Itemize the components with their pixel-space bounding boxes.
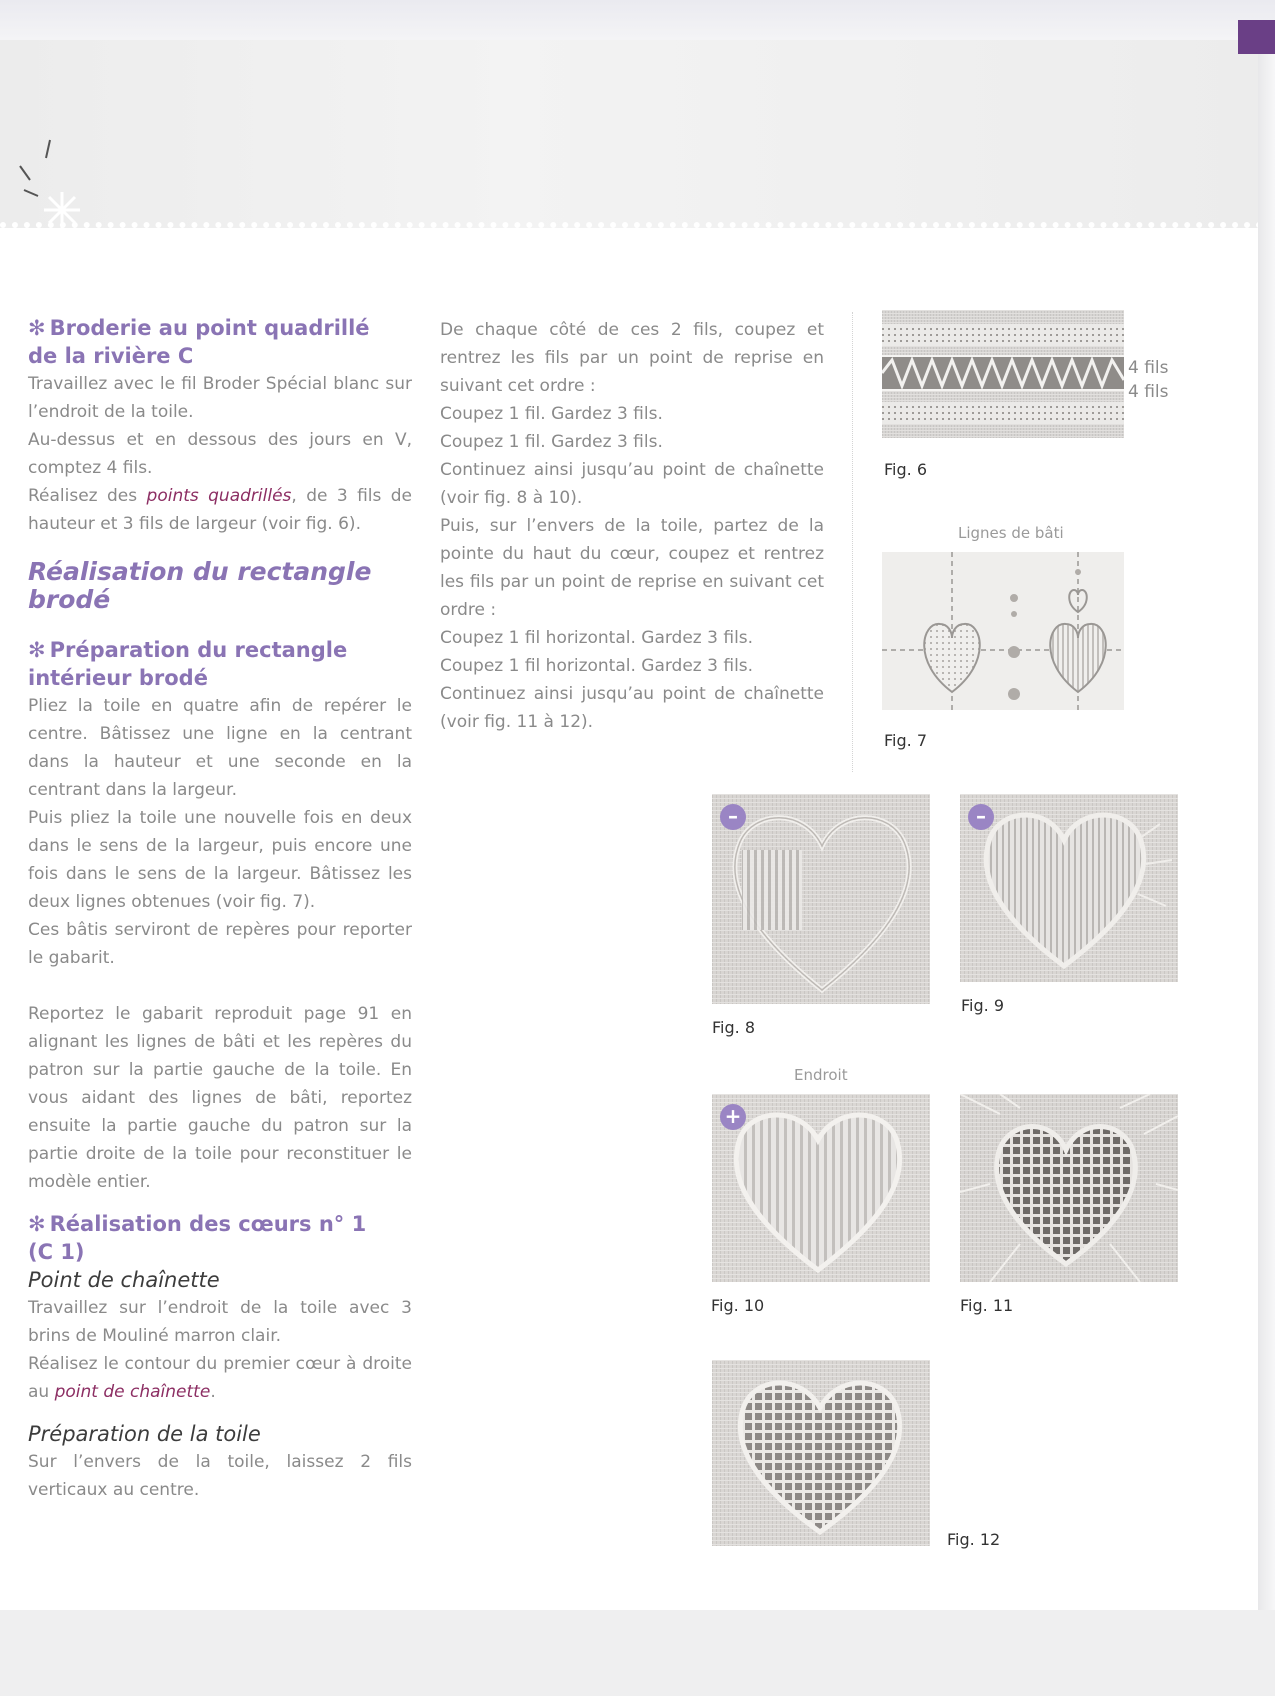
page-top-band xyxy=(0,0,1275,40)
fig10-annotation: Endroit xyxy=(794,1066,848,1084)
heading-broderie xyxy=(28,314,412,370)
heading-coeurs-line1: Réalisation des cœurs n° 1 xyxy=(49,1212,367,1236)
fig8-caption: Fig. 8 xyxy=(712,1018,755,1037)
coeurs-text-2-start: Réalisez le contour du premier cœur à droite au xyxy=(28,1354,412,1402)
heading-coeurs xyxy=(28,1210,412,1266)
link-point-de-chainette: point de chaînette xyxy=(54,1382,211,1402)
fig6-caption: Fig. 6 xyxy=(884,460,927,479)
preparation-text-1: Pliez la toile en quatre afin de repérer le centre. Bâtissez une ligne en la centrant dans la hauteur et une seconde en la centrant dans la largeur. xyxy=(28,696,412,800)
broderie-text-3 xyxy=(28,482,412,538)
snowflake-ornament-icon xyxy=(10,130,100,240)
fig9-minus-badge-icon: – xyxy=(968,804,994,830)
heading-broderie-line2: de la rivière C xyxy=(28,344,194,368)
fig7-photo xyxy=(882,552,1124,710)
fig6-photo xyxy=(882,310,1124,438)
fig9-caption: Fig. 9 xyxy=(961,996,1004,1015)
broderie-text-3-start: Réalisez des xyxy=(28,486,147,506)
coeurs-text-1: Travaillez sur l’endroit de la toile avec 3 brins de Mouliné marron clair. xyxy=(28,1298,412,1346)
fig6-label-bottom: 4 fils xyxy=(1128,382,1169,402)
mid-line-2: Coupez 1 fil. Gardez 3 fils. xyxy=(440,432,663,452)
section-title-line1: Réalisation du rectangle xyxy=(28,557,372,586)
asterisk-icon: ✻ xyxy=(28,638,46,662)
fig8-minus-badge-icon: – xyxy=(720,804,746,830)
middle-column xyxy=(440,316,824,736)
section-title xyxy=(28,558,412,614)
fig11-caption: Fig. 11 xyxy=(960,1296,1014,1315)
fig7-annotation: Lignes de bâti xyxy=(958,524,1064,542)
left-column xyxy=(28,314,412,1504)
page-right-edge xyxy=(1258,54,1275,1614)
broderie-text-1: Travaillez avec le fil Broder Spécial blanc sur l’endroit de la toile. xyxy=(28,374,412,422)
mid-line-3: Coupez 1 fil horizontal. Gardez 3 fils. xyxy=(440,628,754,648)
asterisk-icon: ✻ xyxy=(28,316,46,340)
heading-broderie-line1: Broderie au point quadrillé xyxy=(49,316,370,340)
preparation-text-4: Reportez le gabarit reproduit page 91 en alignant les lignes de bâti et les repères du patron sur la partie gauche de la toile. En vous aidant des lignes de bâti, reportez ensuite la partie gauche du patron sur la partie droite de la toile pour reconstituer le modèle entier. xyxy=(28,1004,412,1192)
fig10-plus-badge-icon: + xyxy=(720,1104,746,1130)
subheading-point-de-chainette: Point de chaînette xyxy=(28,1268,220,1292)
mid-text-1: De chaque côté de ces 2 fils, coupez et rentrez les fils par un point de reprise en suivant cet ordre : xyxy=(440,320,824,396)
heading-coeurs-line2: (C 1) xyxy=(28,1240,85,1264)
broderie-text-3-end: , de 3 fils de hauteur et 3 fils de largeur (voir fig. 6). xyxy=(28,486,413,534)
heading-preparation-line1: Préparation du rectangle xyxy=(49,638,348,662)
fig7-caption: Fig. 7 xyxy=(884,731,927,750)
broderie-text-2: Au-dessus et en dessous des jours en V, comptez 4 fils. xyxy=(28,430,412,478)
corner-tab xyxy=(1238,20,1275,54)
heading-preparation xyxy=(28,636,412,692)
column-divider xyxy=(852,312,853,772)
fig6-label-top: 4 fils xyxy=(1128,358,1169,378)
mid-line-1: Coupez 1 fil. Gardez 3 fils. xyxy=(440,404,663,424)
mid-line-4: Coupez 1 fil horizontal. Gardez 3 fils. xyxy=(440,656,754,676)
heading-preparation-line2: intérieur brodé xyxy=(28,666,208,690)
coeurs-text-2 xyxy=(28,1350,412,1406)
mid-text-2: Continuez ainsi jusqu’au point de chaînette (voir fig. 8 à 10). xyxy=(440,460,824,508)
mid-text-4: Continuez ainsi jusqu’au point de chaînette (voir fig. 11 à 12). xyxy=(440,684,824,732)
toile-text-1: Sur l’envers de la toile, laissez 2 fils verticaux au centre. xyxy=(28,1452,412,1500)
section-title-line2: brodé xyxy=(28,585,111,614)
preparation-text-2: Puis pliez la toile une nouvelle fois en deux dans le sens de la largeur, puis encore une fois dans le sens de la largeur. Bâtissez les deux lignes obtenues (voir fig. 7). xyxy=(28,808,412,912)
fig11-photo xyxy=(960,1094,1178,1282)
fig8-photo xyxy=(712,794,930,1004)
fig12-caption: Fig. 12 xyxy=(947,1530,1001,1549)
page-bottom-band xyxy=(0,1610,1275,1696)
preparation-text-3: Ces bâtis serviront de repères pour reporter le gabarit. xyxy=(28,920,412,968)
subheading-preparation-toile: Préparation de la toile xyxy=(28,1422,261,1446)
asterisk-icon: ✻ xyxy=(28,1212,46,1236)
mid-text-3: Puis, sur l’envers de la toile, partez de la pointe du haut du cœur, coupez et rentrez les fils par un point de reprise en suivant cet ordre : xyxy=(440,516,824,620)
fig12-photo xyxy=(712,1360,930,1546)
coeurs-text-2-end: . xyxy=(210,1382,216,1402)
fig10-caption: Fig. 10 xyxy=(711,1296,765,1315)
header-banner xyxy=(0,40,1275,228)
link-points-quadrilles: points quadrillés xyxy=(146,486,292,506)
